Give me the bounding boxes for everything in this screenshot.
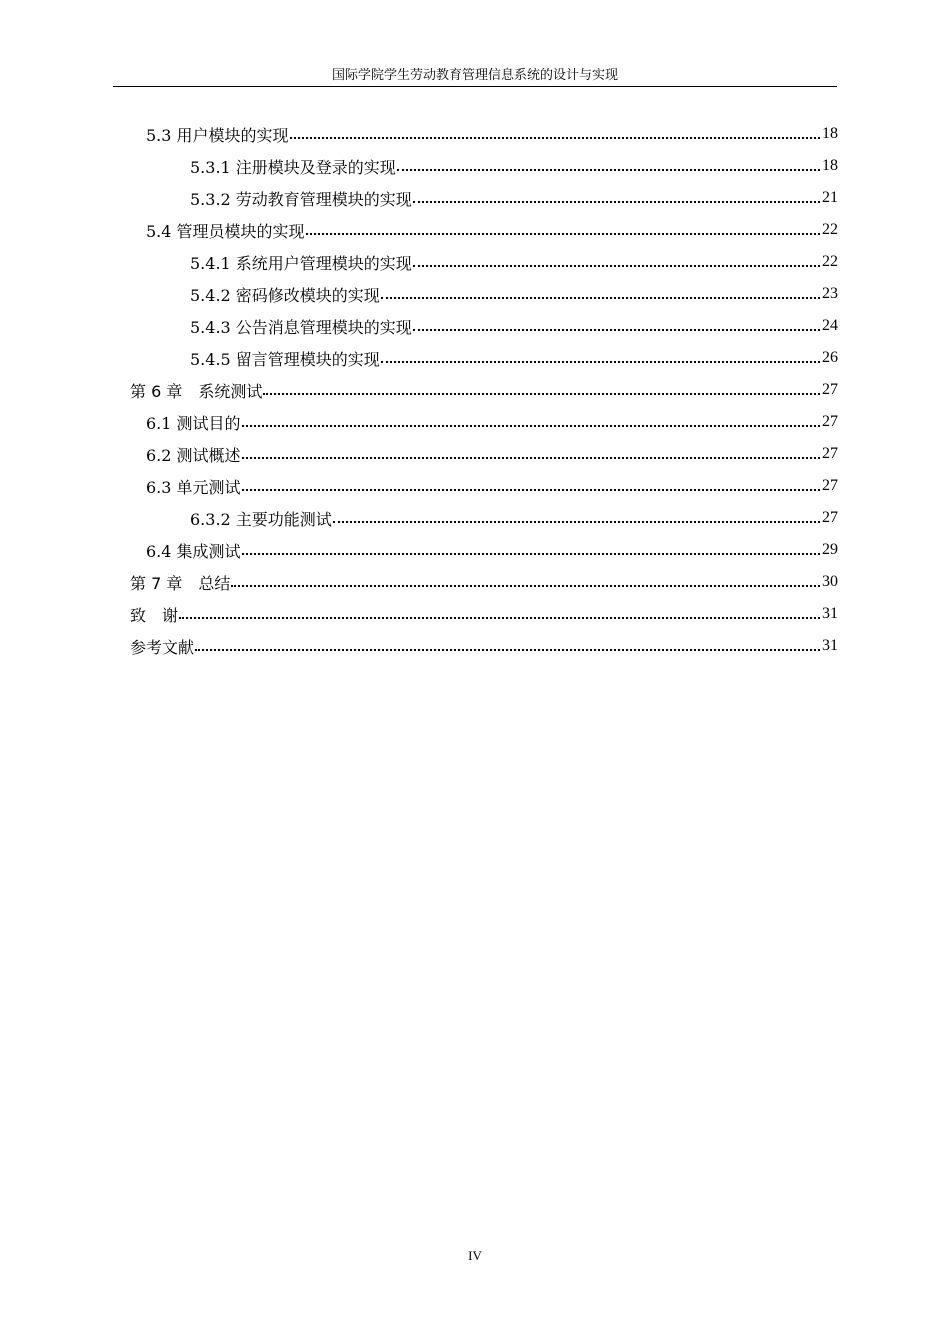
page-number: IV bbox=[468, 1248, 482, 1263]
toc-entry[interactable] bbox=[130, 310, 838, 342]
running-header: 国际学院学生劳动教育管理信息系统的设计与实现 bbox=[113, 66, 837, 87]
toc-entry-page: 31 bbox=[822, 637, 838, 654]
toc-chapter-entry[interactable] bbox=[130, 598, 838, 630]
toc-entry-page: 22 bbox=[822, 253, 838, 270]
toc-entry-page: 21 bbox=[822, 189, 838, 206]
toc-entry-label: 第 7 章 总结 bbox=[130, 573, 231, 593]
toc-entry-page: 27 bbox=[822, 413, 838, 430]
toc-entry-page: 30 bbox=[822, 573, 838, 590]
toc-entry-label: 5.4 管理员模块的实现 bbox=[146, 221, 305, 241]
toc-entry[interactable] bbox=[130, 406, 838, 438]
toc-entry-page: 26 bbox=[822, 349, 838, 366]
toc-entry[interactable] bbox=[130, 246, 838, 278]
dot-leader bbox=[412, 246, 822, 278]
dot-leader bbox=[332, 502, 822, 534]
toc-entry-page: 22 bbox=[822, 221, 838, 238]
table-of-contents bbox=[130, 118, 838, 662]
toc-entry-page: 27 bbox=[822, 381, 838, 398]
toc-chapter-entry[interactable] bbox=[130, 566, 838, 598]
toc-entry-page: 27 bbox=[822, 445, 838, 462]
toc-entry[interactable] bbox=[130, 534, 838, 566]
toc-entry[interactable] bbox=[130, 214, 838, 246]
toc-entry[interactable] bbox=[130, 118, 838, 150]
toc-entry[interactable] bbox=[130, 150, 838, 182]
dot-leader bbox=[380, 342, 822, 374]
toc-entry[interactable] bbox=[130, 502, 838, 534]
toc-entry[interactable] bbox=[130, 438, 838, 470]
toc-chapter-entry[interactable] bbox=[130, 374, 838, 406]
dot-leader bbox=[241, 438, 822, 470]
toc-entry[interactable] bbox=[130, 470, 838, 502]
toc-entry[interactable] bbox=[130, 342, 838, 374]
toc-entry-label: 5.3.1 注册模块及登录的实现 bbox=[190, 157, 396, 177]
toc-entry-label: 参考文献 bbox=[130, 637, 195, 657]
toc-chapter-entry[interactable] bbox=[130, 630, 838, 662]
toc-entry-label: 6.4 集成测试 bbox=[146, 541, 241, 561]
dot-leader bbox=[230, 566, 822, 598]
dot-leader bbox=[178, 598, 822, 630]
toc-entry-page: 27 bbox=[822, 477, 838, 494]
toc-entry-label: 5.3.2 劳动教育管理模块的实现 bbox=[190, 189, 412, 209]
dot-leader bbox=[305, 214, 822, 246]
toc-entry-page: 18 bbox=[822, 125, 838, 142]
toc-entry-label: 5.4.5 留言管理模块的实现 bbox=[190, 349, 380, 369]
dot-leader bbox=[412, 310, 822, 342]
toc-entry-page: 24 bbox=[822, 317, 838, 334]
toc-entry-page: 27 bbox=[822, 509, 838, 526]
toc-entry-label: 5.4.2 密码修改模块的实现 bbox=[190, 285, 380, 305]
dot-leader bbox=[380, 278, 822, 310]
toc-entry-label: 第 6 章 系统测试 bbox=[130, 381, 263, 401]
dot-leader bbox=[289, 118, 822, 150]
toc-entry-label: 6.2 测试概述 bbox=[146, 445, 241, 465]
toc-entry-label: 6.3 单元测试 bbox=[146, 477, 241, 497]
dot-leader bbox=[396, 150, 822, 182]
toc-entry-page: 31 bbox=[822, 605, 838, 622]
toc-entry-label: 5.3 用户模块的实现 bbox=[146, 125, 289, 145]
toc-entry-label: 致 谢 bbox=[130, 605, 179, 625]
toc-entry-label: 5.4.1 系统用户管理模块的实现 bbox=[190, 253, 412, 273]
toc-entry-page: 18 bbox=[822, 157, 838, 174]
toc-entry-label: 6.1 测试目的 bbox=[146, 413, 241, 433]
toc-entry-page: 29 bbox=[822, 541, 838, 558]
dot-leader bbox=[241, 534, 822, 566]
toc-entry[interactable] bbox=[130, 182, 838, 214]
dot-leader bbox=[241, 470, 822, 502]
dot-leader bbox=[194, 630, 822, 662]
dot-leader bbox=[262, 374, 822, 406]
toc-entry-page: 23 bbox=[822, 285, 838, 302]
toc-entry-label: 5.4.3 公告消息管理模块的实现 bbox=[190, 317, 412, 337]
toc-entry[interactable] bbox=[130, 278, 838, 310]
dot-leader bbox=[241, 406, 822, 438]
toc-entry-label: 6.3.2 主要功能测试 bbox=[190, 509, 332, 529]
dot-leader bbox=[412, 182, 822, 214]
